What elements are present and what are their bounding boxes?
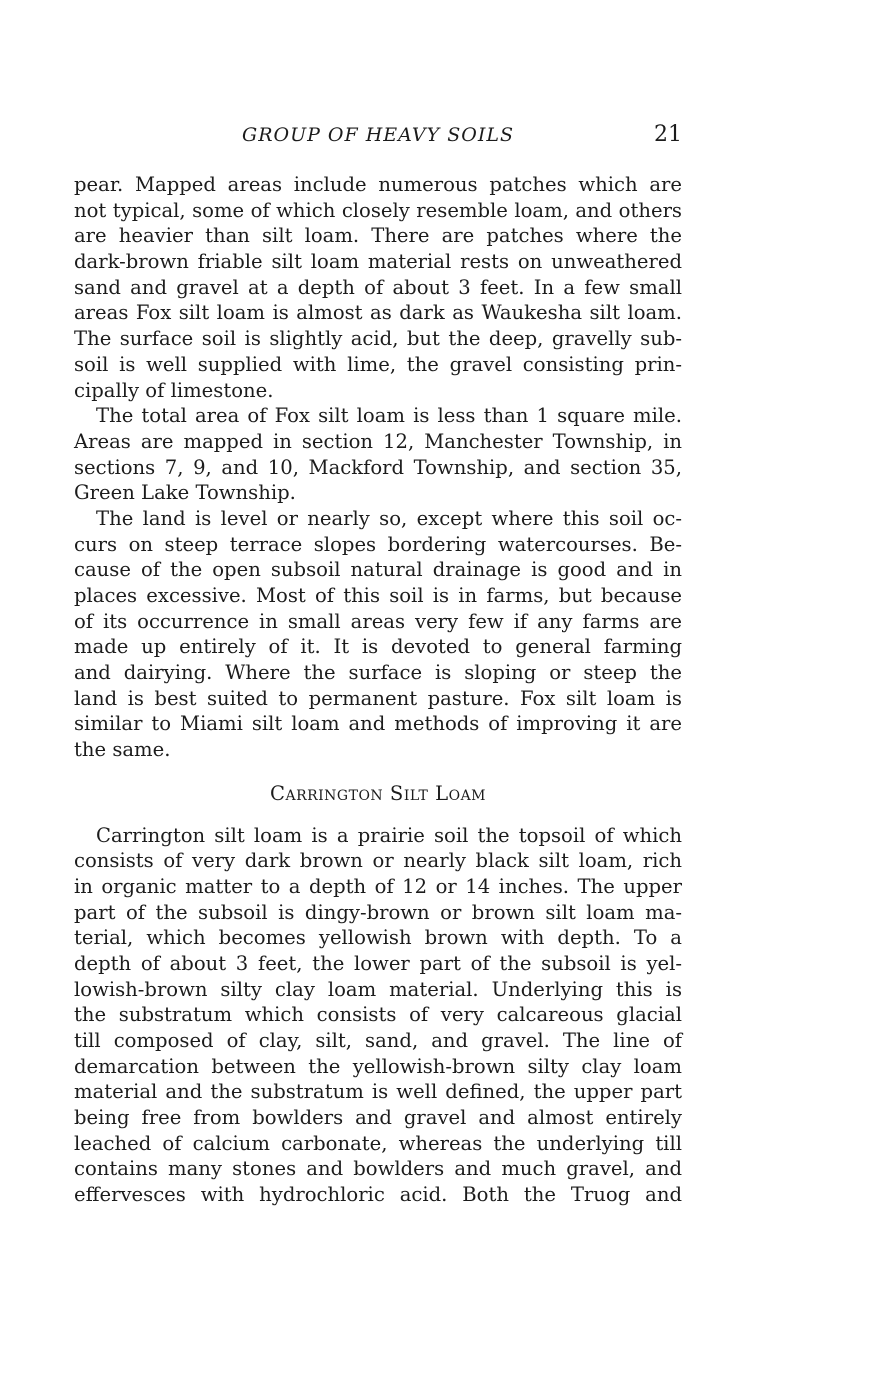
text-line: and dairying. Where the surface is sloping or steep the	[74, 661, 682, 685]
text-line: not typical, some of which closely resemble loam, and others	[74, 198, 682, 222]
text-line: Green Lake Township.	[74, 481, 296, 505]
page-number: 21	[654, 122, 682, 147]
text-line: being free from bowlders and gravel and almost entirely	[74, 1106, 682, 1130]
paragraph	[74, 403, 682, 506]
text-line: similar to Miami silt loam and methods of improving it are	[74, 712, 682, 736]
text-line: The land is level or nearly so, except where this soil oc-	[96, 506, 682, 530]
body-text	[74, 172, 682, 1208]
text-line: places excessive. Most of this soil is in farms, but because	[74, 584, 682, 607]
text-line: The total area of Fox silt loam is less than 1 square mile.	[96, 404, 682, 428]
text-line: cause of the open subsoil natural drainage is good and in	[74, 558, 682, 582]
text-line: sand and gravel at a depth of about 3 feet. In a few small	[74, 275, 682, 299]
text-line: made up entirely of it. It is devoted to general farming	[74, 635, 682, 659]
text-line: cipally of limestone.	[74, 378, 274, 402]
text-line: Carrington silt loam is a prairie soil the topsoil of which	[96, 823, 682, 847]
text-line: pear. Mapped areas include numerous patches which are	[74, 173, 682, 196]
text-line: dark-brown friable silt loam material rests on unweathered	[74, 250, 682, 274]
text-line: effervesces with hydrochloric acid. Both the Truog and	[74, 1183, 682, 1207]
text-line: sections 7, 9, and 10, Mackford Township, and section 35,	[74, 455, 682, 479]
text-line: the same.	[74, 738, 171, 762]
text-line: Areas are mapped in section 12, Manchester Township, in	[74, 429, 682, 453]
running-title: GROUP OF HEAVY SOILS	[242, 124, 514, 146]
text-line: leached of calcium carbonate, whereas the underlying till	[74, 1131, 682, 1155]
text-line: terial, which becomes yellowish brown with depth. To a	[74, 926, 682, 950]
text-line: material and the substratum is well defined, the upper part	[74, 1080, 682, 1104]
text-line: demarcation between the yellowish-brown silty clay loam	[74, 1054, 682, 1078]
paragraph	[74, 172, 682, 403]
paragraph	[74, 823, 682, 1208]
text-line: consists of very dark brown or nearly black silt loam, rich	[74, 849, 682, 873]
running-head	[74, 122, 682, 152]
text-line: depth of about 3 feet, the lower part of the subsoil is yel-	[74, 951, 682, 975]
text-line: of its occurrence in small areas very few if any farms are	[74, 609, 682, 633]
text-line: till composed of clay, silt, sand, and gravel. The line of	[74, 1029, 682, 1052]
text-line: in organic matter to a depth of 12 or 14 inches. The upper	[74, 874, 682, 898]
text-line: part of the subsoil is dingy-brown or brown silt loam ma-	[74, 900, 682, 924]
text-line: areas Fox silt loam is almost as dark as Waukesha silt loam.	[74, 301, 682, 325]
text-line: contains many stones and bowlders and much gravel, and	[74, 1157, 682, 1181]
text-line: the substratum which consists of very calcareous glacial	[74, 1003, 682, 1027]
text-line: lowish-brown silty clay loam material. Underlying this is	[74, 977, 682, 1001]
text-line: are heavier than silt loam. There are patches where the	[74, 224, 682, 248]
text-line: soil is well supplied with lime, the gravel consisting prin-	[74, 352, 682, 376]
paragraph	[74, 506, 682, 763]
section-heading: Carrington Silt Loam	[269, 781, 487, 805]
text-line: land is best suited to permanent pasture. Fox silt loam is	[74, 686, 682, 710]
text-line: The surface soil is slightly acid, but the deep, gravelly sub-	[74, 327, 682, 351]
text-line: curs on steep terrace slopes bordering watercourses. Be-	[74, 532, 682, 556]
